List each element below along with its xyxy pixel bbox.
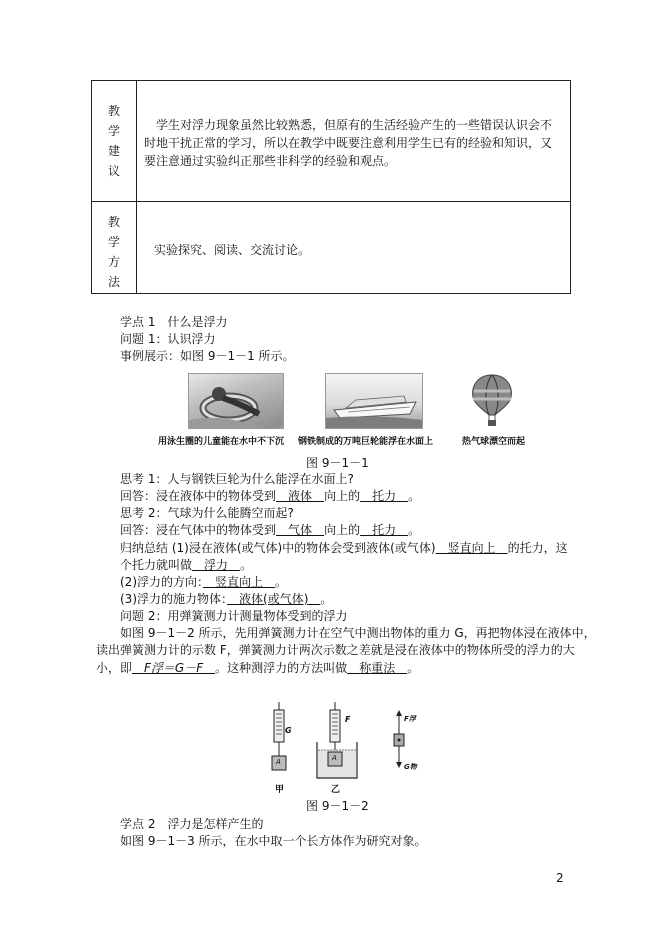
question-2: 问题 2：用弹簧测力计测量物体受到的浮力 xyxy=(120,609,348,623)
section-heading-2: 学点 2 浮力是怎样产生的 xyxy=(120,817,264,831)
summary-1-prefix: 归纳总结 (1)浸在液体(或气体)中的物体会受到液体(或气体) xyxy=(120,541,436,555)
answer-2-middle: 向上的 xyxy=(324,523,361,537)
ship-illustration xyxy=(326,374,423,429)
example-text: 事例展示：如图 9－1－1 所示。 xyxy=(120,349,295,363)
summary-1b-end: 。 xyxy=(240,558,253,572)
answer-1-blank-2 xyxy=(360,489,408,503)
answer-1-middle: 向上的 xyxy=(324,489,361,503)
q2c-blank-2 xyxy=(347,661,407,675)
teaching-table xyxy=(91,80,571,294)
row-header-char: 教 xyxy=(107,215,120,229)
label-A-yi: A xyxy=(332,754,337,762)
label-yi: 乙 xyxy=(331,785,341,795)
answer-2 xyxy=(120,522,420,538)
answer-2-prefix: 回答：浸在气体中的物体受到 xyxy=(120,523,277,537)
question-2-line-2: 读出弹簧测力计的示数 F，弹簧测力计两次示数之差就是浸在液体中的物体所受的浮力的大 xyxy=(96,643,575,657)
caption-ship: 钢铁制成的万吨巨轮能浮在水面上 xyxy=(298,437,434,447)
q2c-end: 。 xyxy=(407,661,420,675)
balloon-illustration xyxy=(467,373,517,429)
table-row-divider xyxy=(92,201,570,202)
swim-ring-illustration xyxy=(189,374,284,429)
row-header-char: 建 xyxy=(107,144,120,158)
answer-2-blank-1-text: 气体 xyxy=(288,523,313,537)
summary-2-blank-text: 竖直向上 xyxy=(215,575,264,589)
question-2-line-3 xyxy=(96,660,419,676)
center-point xyxy=(398,739,401,742)
row-header-char: 学 xyxy=(107,235,120,249)
summary-1-end: 的托力，这 xyxy=(507,541,568,555)
row-header-jianyi xyxy=(92,101,136,181)
answer-1-blank-1-text: 液体 xyxy=(288,489,313,503)
label-G: G xyxy=(285,726,292,735)
teaching-method-text: 实验探究、阅读、交流讨论。 xyxy=(154,243,311,257)
section-heading-1: 学点 1 什么是浮力 xyxy=(120,315,228,329)
gravity-arrow-head xyxy=(396,762,402,768)
q2c-middle: 。这种测浮力的方法叫做 xyxy=(215,661,348,675)
summary-2-end: 。 xyxy=(275,575,288,589)
summary-1-blank-text: 竖直向上 xyxy=(447,541,496,555)
answer-2-blank-2-text: 托力 xyxy=(372,523,397,537)
q2c-blank-2-text: 称重法 xyxy=(359,661,396,675)
label-G-object: G物 xyxy=(404,763,417,771)
summary-1b-blank-text: 浮力 xyxy=(204,558,229,572)
row-header-char: 学 xyxy=(107,124,120,138)
section-2-intro: 如图 9－1－3 所示，在水中取一个长方体作为研究对象。 xyxy=(120,834,427,848)
table-column-divider xyxy=(136,81,137,293)
label-jia: 甲 xyxy=(275,785,285,795)
q2c-blank-1 xyxy=(132,661,215,675)
summary-1b-blank xyxy=(192,558,240,572)
row-header-fangfa xyxy=(92,212,136,292)
label-A-jia: A xyxy=(276,758,281,766)
summary-1-blank xyxy=(436,541,508,555)
answer-2-blank-2 xyxy=(360,523,408,537)
summary-2 xyxy=(120,574,287,590)
question-1: 问题 1：认识浮力 xyxy=(120,332,216,346)
label-F-buoyancy: F浮 xyxy=(404,715,416,723)
summary-3 xyxy=(120,591,332,607)
q2c-blank-1-text: F浮＝G－F xyxy=(144,661,204,675)
answer-1-blank-2-text: 托力 xyxy=(372,489,397,503)
question-2-line-1: 如图 9－1－2 所示，先用弹簧测力计在空气中测出物体的重力 G，再把物体浸在液体中， xyxy=(120,626,596,640)
summary-2-prefix: (2)浮力的方向： xyxy=(120,575,203,589)
figure-9-1-2-label: 图 9－1－2 xyxy=(306,799,369,813)
think-2: 思考 2：气球为什么能腾空而起? xyxy=(120,506,294,520)
summary-3-blank xyxy=(227,592,320,606)
answer-1-blank-1 xyxy=(276,489,324,503)
caption-swim-ring: 用泳生圈的儿童能在水中不下沉 xyxy=(158,437,285,447)
q2c-prefix: 小，即 xyxy=(96,661,133,675)
page-number: 2 xyxy=(556,871,564,885)
teaching-suggestion-text: 学生对浮力现象虽然比较熟悉，但原有的生活经验产生的一些错误认识会不时地干扰正常的学习，所以在教学中既要注意利用学生已有的经验和知识，又要注意通过实验纠正那些非科学的经验和观点。 xyxy=(144,118,553,168)
summary-3-end: 。 xyxy=(320,592,333,606)
child-swim-ring-photo xyxy=(188,373,284,429)
think-1: 思考 1：人与钢铁巨轮为什么能浮在水面上? xyxy=(120,472,354,486)
row-header-char: 法 xyxy=(107,275,120,289)
figure-9-1-1-label: 图 9－1－1 xyxy=(306,456,369,470)
answer-1-end: 。 xyxy=(408,489,421,503)
caption-balloon: 热气球漂空而起 xyxy=(462,437,526,447)
cruise-ship-photo xyxy=(325,373,423,429)
hot-air-balloon-photo xyxy=(467,373,517,429)
summary-1 xyxy=(120,540,568,556)
answer-1-prefix: 回答：浸在液体中的物体受到 xyxy=(120,489,277,503)
row-header-char: 议 xyxy=(107,164,120,178)
answer-2-blank-1 xyxy=(276,523,324,537)
row-header-char: 方 xyxy=(107,255,120,269)
answer-1 xyxy=(120,488,420,504)
buoyancy-arrow-head xyxy=(396,710,402,716)
summary-3-blank-text: 液体(或气体) xyxy=(239,592,309,606)
summary-1b-prefix: 个托力就叫做 xyxy=(120,558,193,572)
answer-2-end: 。 xyxy=(408,523,421,537)
summary-3-prefix: (3)浮力的施力物体： xyxy=(120,592,227,606)
summary-2-blank xyxy=(203,575,275,589)
label-F: F xyxy=(345,715,351,724)
summary-1-continued xyxy=(120,557,252,573)
row-header-char: 教 xyxy=(107,104,120,118)
